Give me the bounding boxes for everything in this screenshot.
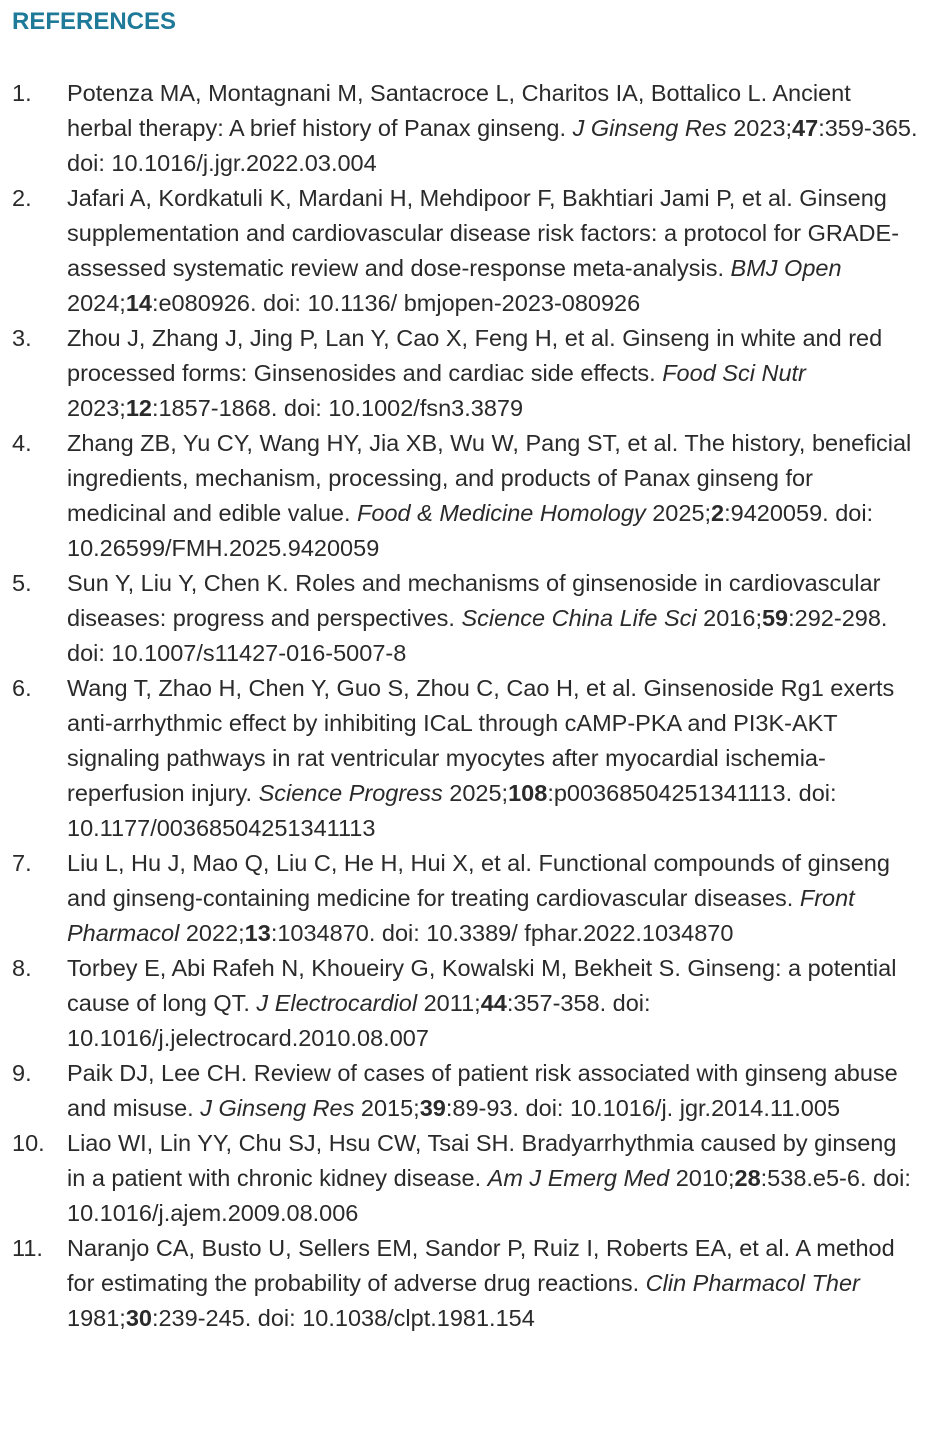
publication-year: 2023; xyxy=(67,395,126,421)
volume-number: 13 xyxy=(244,920,271,946)
publication-year: 2010; xyxy=(675,1165,735,1191)
reference-item xyxy=(0,1056,928,1126)
reference-item xyxy=(0,181,928,321)
reference-citation: Naranjo CA, Busto U, Sellers EM, Sandor P, Ruiz I, Roberts EA, et al. A method for estimating the probability of adverse drug reactions. xyxy=(67,1235,895,1296)
reference-item xyxy=(0,846,928,951)
pages-doi: :538.e5-6. doi: 10.1016/j.ajem.2009.08.006 xyxy=(67,1165,911,1226)
publication-year: 2022; xyxy=(185,920,245,946)
reference-text xyxy=(67,566,918,671)
journal-name: Food & Medicine Homology xyxy=(357,500,646,526)
reference-text xyxy=(67,1126,918,1231)
reference-item xyxy=(0,1126,928,1231)
reference-citation: Paik DJ, Lee CH. Review of cases of patient risk associated with ginseng abuse and misuse. xyxy=(67,1060,898,1121)
volume-number: 39 xyxy=(419,1095,446,1121)
reference-citation: Zhou J, Zhang J, Jing P, Lan Y, Cao X, Feng H, et al. Ginseng in white and red processed forms: Ginsenosides and cardiac side effects. xyxy=(67,325,883,386)
reference-citation: Potenza MA, Montagnani M, Santacroce L, Charitos IA, Bottalico L. Ancient herbal therapy: A brief history of Panax ginseng. xyxy=(67,80,851,141)
pages-doi: :1034870. doi: 10.3389/ fphar.2022.1034870 xyxy=(270,920,734,946)
publication-year: 2024; xyxy=(67,290,126,316)
reference-number: 10. xyxy=(12,1130,45,1156)
volume-number: 14 xyxy=(125,290,152,316)
reference-text xyxy=(67,426,918,566)
reference-item xyxy=(0,566,928,671)
journal-name: BMJ Open xyxy=(730,255,842,281)
reference-number: 6. xyxy=(12,675,32,701)
journal-name: Science Progress xyxy=(258,780,443,806)
pages-doi: :357-358. doi: 10.1016/j.jelectrocard.2010.08.007 xyxy=(67,990,651,1051)
reference-list xyxy=(0,76,928,1336)
reference-number: 7. xyxy=(12,850,32,876)
volume-number: 2 xyxy=(711,500,725,526)
journal-name: Science China Life Sci xyxy=(461,605,697,631)
reference-number: 8. xyxy=(12,955,32,981)
publication-year: 2025; xyxy=(449,780,509,806)
reference-citation: Zhang ZB, Yu CY, Wang HY, Jia XB, Wu W, Pang ST, et al. The history, beneficial ingredients, mechanism, processing, and products of Panax ginseng for medicinal and edible value. xyxy=(67,430,912,526)
pages-doi: :239-245. doi: 10.1038/clpt.1981.154 xyxy=(151,1305,535,1331)
reference-citation: Sun Y, Liu Y, Chen K. Roles and mechanisms of ginsenoside in cardiovascular diseases: progress and perspectives. xyxy=(67,570,881,631)
reference-text xyxy=(67,1056,918,1126)
volume-number: 47 xyxy=(792,115,819,141)
reference-item xyxy=(0,426,928,566)
pages-doi: :p00368504251341113. doi: 10.1177/00368504251341113 xyxy=(67,780,837,841)
publication-year: 2015; xyxy=(360,1095,420,1121)
journal-name: Front Pharmacol xyxy=(67,885,855,946)
references-heading: REFERENCES xyxy=(12,8,177,35)
reference-number: 11. xyxy=(12,1235,43,1261)
journal-name: J Ginseng Res xyxy=(572,115,727,141)
reference-item xyxy=(0,671,928,846)
volume-number: 28 xyxy=(734,1165,761,1191)
pages-doi: :e080926. doi: 10.1136/ bmjopen-2023-080926 xyxy=(151,290,641,316)
reference-number: 4. xyxy=(12,430,32,456)
pages-doi: :292-298. doi: 10.1007/s11427-016-5007-8 xyxy=(67,605,888,666)
reference-number: 5. xyxy=(12,570,32,596)
volume-number: 59 xyxy=(761,605,789,631)
volume-number: 108 xyxy=(508,780,548,806)
journal-name: Am J Emerg Med xyxy=(487,1165,670,1191)
reference-citation: Jafari A, Kordkatuli K, Mardani H, Mehdipoor F, Bakhtiari Jami P, et al. Ginseng supplementation and cardiovascular disease risk factors: a protocol for GRADE-assessed systematic review and dose-response meta-analysis. xyxy=(67,185,900,281)
pages-doi: :9420059. doi: 10.26599/FMH.2025.9420059 xyxy=(67,500,874,561)
reference-text xyxy=(67,846,918,951)
reference-citation: Torbey E, Abi Rafeh N, Khoueiry G, Kowalski M, Bekheit S. Ginseng: a potential cause of long QT. xyxy=(67,955,897,1016)
reference-item xyxy=(0,1231,928,1336)
reference-citation: Wang T, Zhao H, Chen Y, Guo S, Zhou C, Cao H, et al. Ginsenoside Rg1 exerts anti-arrhythmic effect by inhibiting ICaL through cAMP-PKA and PI3K-AKT signaling pathways in rat ventricular myocytes after myocardial ischemia-reperfusion injury. xyxy=(67,675,895,806)
pages-doi: :359-365. doi: 10.1016/j.jgr.2022.03.004 xyxy=(67,115,918,176)
reference-number: 3. xyxy=(12,325,32,351)
reference-citation: Liao WI, Lin YY, Chu SJ, Hsu CW, Tsai SH. Bradyarrhythmia caused by ginseng in a patient with chronic kidney disease. xyxy=(67,1130,897,1191)
reference-number: 2. xyxy=(12,185,32,211)
publication-year: 2023; xyxy=(733,115,793,141)
reference-item xyxy=(0,951,928,1056)
pages-doi: :89-93. doi: 10.1016/j. jgr.2014.11.005 xyxy=(445,1095,841,1121)
publication-year: 2016; xyxy=(703,605,762,631)
reference-text xyxy=(67,76,918,181)
reference-item xyxy=(0,76,928,181)
reference-text xyxy=(67,321,918,426)
reference-citation: Liu L, Hu J, Mao Q, Liu C, He H, Hui X, et al. Functional compounds of ginseng and ginseng-containing medicine for treating cardiovascular diseases. xyxy=(67,850,890,911)
volume-number: 30 xyxy=(125,1305,152,1331)
journal-name: J Ginseng Res xyxy=(200,1095,355,1121)
reference-text xyxy=(67,181,918,321)
reference-text xyxy=(67,1231,918,1336)
reference-number: 9. xyxy=(12,1060,32,1086)
journal-name: Food Sci Nutr xyxy=(662,360,806,386)
volume-number: 12 xyxy=(125,395,152,421)
reference-text xyxy=(67,671,918,846)
pages-doi: :1857-1868. doi: 10.1002/fsn3.3879 xyxy=(151,395,524,421)
publication-year: 2025; xyxy=(652,500,712,526)
reference-number: 1. xyxy=(12,80,32,106)
reference-text xyxy=(67,951,918,1056)
journal-name: J Electrocardiol xyxy=(256,990,418,1016)
publication-year: 1981; xyxy=(67,1305,126,1331)
reference-item xyxy=(0,321,928,426)
volume-number: 44 xyxy=(480,990,507,1016)
publication-year: 2011; xyxy=(423,990,481,1016)
journal-name: Clin Pharmacol Ther xyxy=(645,1270,860,1296)
